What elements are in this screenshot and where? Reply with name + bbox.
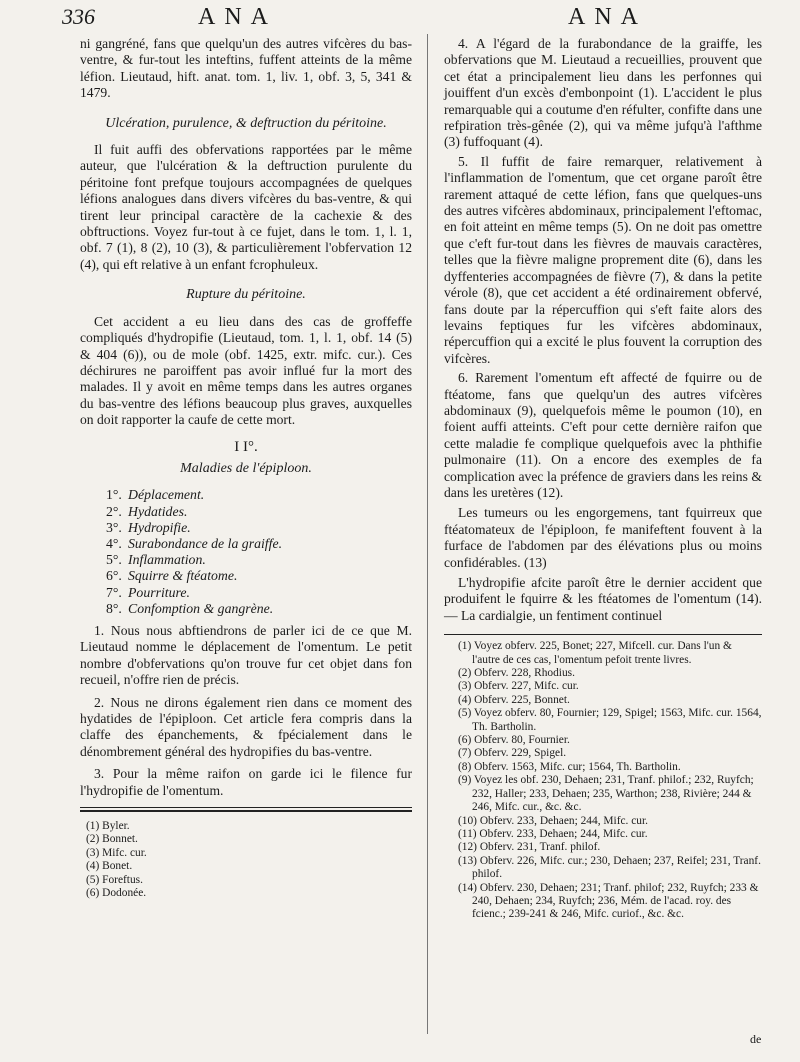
section-heading-maladies: Maladies de l'épiploon.	[180, 460, 312, 476]
footnote-rule	[80, 807, 412, 808]
numbered-paragraph-2: 2. Nous ne dirons également rien dans ce moment des hydatides de l'épiploon. Cet article fera compris dans la claffe des épanchements, & fpécialement dans le dénombrement général des hydropifies du bas-ventre.	[80, 694, 412, 759]
numbered-paragraph-4: 4. A l'égard de la furabondance de la graiffe, les obfervations que M. Lieutaud a recueillies, prouvent que cet état a principalement lieu dans les perfonnes qui jouiffent d'un excès d'embonpoint (1). L'accident le plus remarquable qui a coutume d'en réfulter, confifte dans une refpiration très-gênée (2), qui va même jufqu'à l'afthme (3) fuffoquant (4).	[444, 36, 762, 150]
running-head-right: ANA	[568, 4, 647, 30]
footnote: (3) Obferv. 227, Mifc. cur.	[458, 680, 579, 693]
footnote: (5) Foreftus.	[86, 873, 143, 886]
numbered-paragraph-5: 5. Il fuffit de faire remarquer, relativement à l'inflammation de l'omentum, que cet organe paroît être rarement attaqué de cette léfion, fans que quelques-uns des autres vifcères abdominaux, principalement l'eftomac, en foit atteint en même temps (5). On ne doit pas omettre que c'eft fur-tout dans les fièvres de mauvais caractères, telles que la fièvre maligne proprement dite (6), dans les dyffenteries accompagnées de fièvre (7), & dans la petite vérole (8), que cet accident a été ordinairement obfervé, fans doute par la répercuffion qui s'eft faite alors des levains feptiques fur les vifcères abdominaux, répercuffion qui a excité le plus fouvent la corruption des vifcères.	[444, 153, 762, 366]
running-head-left: ANA	[198, 4, 277, 30]
right-column	[444, 36, 762, 922]
list-item: 8°. Confomption & gangrène.	[106, 600, 274, 616]
list-item: 2°. Hydatides.	[106, 503, 188, 519]
footnote: (2) Obferv. 228, Rhodius.	[458, 667, 575, 680]
section-heading-rupture: Rupture du péritoine.	[186, 287, 306, 303]
footnote: (13) Obferv. 226, Mifc. cur.; 230, Dehaen; 237, Reifel; 231, Tranf. philof.	[458, 854, 761, 881]
numbered-paragraph-3: 3. Pour la même raifon on garde ici le filence fur l'hydropifie de l'omentum.	[80, 766, 412, 798]
catchword: de	[750, 1032, 762, 1046]
section-number: I I°.	[234, 438, 258, 455]
footnote: (2) Bonnet.	[86, 833, 138, 846]
footnote: (12) Obferv. 231, Tranf. philof.	[458, 841, 601, 854]
footnote: (1) Byler.	[86, 820, 130, 833]
footnote: (6) Dodonée.	[86, 887, 147, 900]
list-item: 1°. Déplacement.	[106, 487, 205, 503]
paragraph-rupture: Cet accident a eu lieu dans des cas de groffeffe compliqués d'hydropifie (Lieutaud, tom. 1, l. 1, obf. 14 (5) & 404 (6)), ou de mole (obf. 1425, extr. mifc. cur.). Ces déchirures ne paroiffent pas avoir influé fur la mort des malades. Il y avoit en même temps dans les autres organes du bas-ventre des léfions beaucoup plus graves, auxquelles on doit rapporter la caufe de cette mort.	[80, 313, 412, 428]
numbered-paragraph-6: 6. Rarement l'omentum eft affecté de fquirre ou de ftéatome, fans que quelqu'un des autres vifcères abdominaux (9), quelquefois même le poumon (10), en foient auffi atteints. C'eft pour cette dernière raifon que cette maladie fe complique quelquefois avec la phthifie pulmonaire (11). On a encore des exemples de fa complication avec la préfence de graviers dans les reins & dans les uretères (12).	[444, 370, 762, 500]
paragraph-ulceration: Il fuit auffi des obfervations rapportées par le même auteur, que l'ulcération & la deftruction purulente du péritoine font prefque toujours accompagnées de quelques léfions analogues dans divers vifcères du bas-ventre, & qui tirent leur principal caractère de la cachexie & des obftructions. Voyez fur-tout à ce fujet, dans le tom. 1, l. 1, obf. 7 (1), 8 (2), 10 (3), & particulièrement l'obfervation 12 (4), qui eft relative à un enfant fcrophuleux.	[80, 142, 412, 272]
footnote: (1) Voyez obferv. 225, Bonet; 227, Mifcell. cur. Dans l'un & l'autre de ces cas, l'omentum pefoit trente livres.	[458, 640, 732, 666]
paragraph-continuation: ni gangréné, fans que quelqu'un des autres vifcères du bas-ventre, & fur-tout les inteftins, fuffent atteints de la même léfion. Lieutaud, hift. anat. tom. 1, liv. 1, obf. 3, 5, 341 & 1479.	[80, 36, 412, 101]
page-number: 336	[62, 4, 95, 29]
paragraph-hydropisie: L'hydropifie afcite paroît être le dernier accident que produifent le fquirre & les ftéatomes de l'omentum (14). — La cardialgie, un fentiment continuel	[444, 575, 762, 623]
footnote: (7) Obferv. 229, Spigel.	[458, 747, 567, 760]
maladies-list	[106, 487, 412, 617]
right-footnotes	[444, 640, 762, 922]
column-divider	[427, 34, 428, 1034]
list-item: 3°. Hydropifie.	[106, 519, 191, 535]
page-header	[58, 4, 768, 32]
left-footnotes	[80, 820, 412, 900]
left-column	[80, 36, 412, 900]
list-item: 7°. Pourriture.	[106, 584, 190, 600]
footnote: (10) Obferv. 233, Dehaen; 244, Mifc. cur.	[458, 814, 648, 827]
section-heading-ulceration: Ulcération, purulence, & deftruction du péritoine.	[105, 115, 387, 131]
footnote: (8) Obferv. 1563, Mifc. cur; 1564, Th. Bartholin.	[458, 760, 681, 773]
footnote: (4) Obferv. 225, Bonnet.	[458, 693, 570, 706]
footnote: (3) Mifc. cur.	[86, 846, 147, 859]
footnote: (6) Obferv. 80, Fournier.	[458, 734, 570, 747]
list-item: 5°. Inflammation.	[106, 552, 206, 568]
numbered-paragraph-1: 1. Nous nous abftiendrons de parler ici de ce que M. Lieutaud nomme le déplacement de l'omentum. Le petit nombre d'obfervations qu'on trouve fur cet objet dans fon recueil, n'offre rien de précis.	[80, 622, 412, 688]
list-item: 6°. Squirre & ftéatome.	[106, 568, 238, 584]
footnote: (4) Bonet.	[86, 860, 133, 873]
footnote: (14) Obferv. 230, Dehaen; 231; Tranf. philof; 232, Ruyfch; 233 & 240, Dehaen; 234, Ruyfch; 236, Mém. de l'acad. roy. des fcienc.; 239-241 & 246, Mifc. curiof., &c. &c.	[458, 881, 759, 921]
footnote: (11) Obferv. 233, Dehaen; 244, Mifc. cur.	[458, 827, 648, 840]
paragraph-tumeurs: Les tumeurs ou les engorgemens, tant fquirreux que ftéatomateux de l'épiploon, fe manifeftent fouvent à la furface de l'abdomen par des élévations plus ou moins confidérables. (13)	[444, 505, 762, 570]
footnote-rule-thick	[80, 810, 412, 812]
footnote: (9) Voyez les obf. 230, Dehaen; 231, Tranf. philof.; 232, Ruyfch; 232, Haller; 233, Dehaen; 235, Warthon; 238, Rivière; 244 & 246, Mifc. cur., &c. &c.	[458, 774, 754, 814]
footnote: (5) Voyez obferv. 80, Fournier; 129, Spigel; 1563, Mifc. cur. 1564, Th. Bartholin.	[458, 707, 762, 733]
list-item: 4°. Surabondance de la graiffe.	[106, 535, 283, 551]
